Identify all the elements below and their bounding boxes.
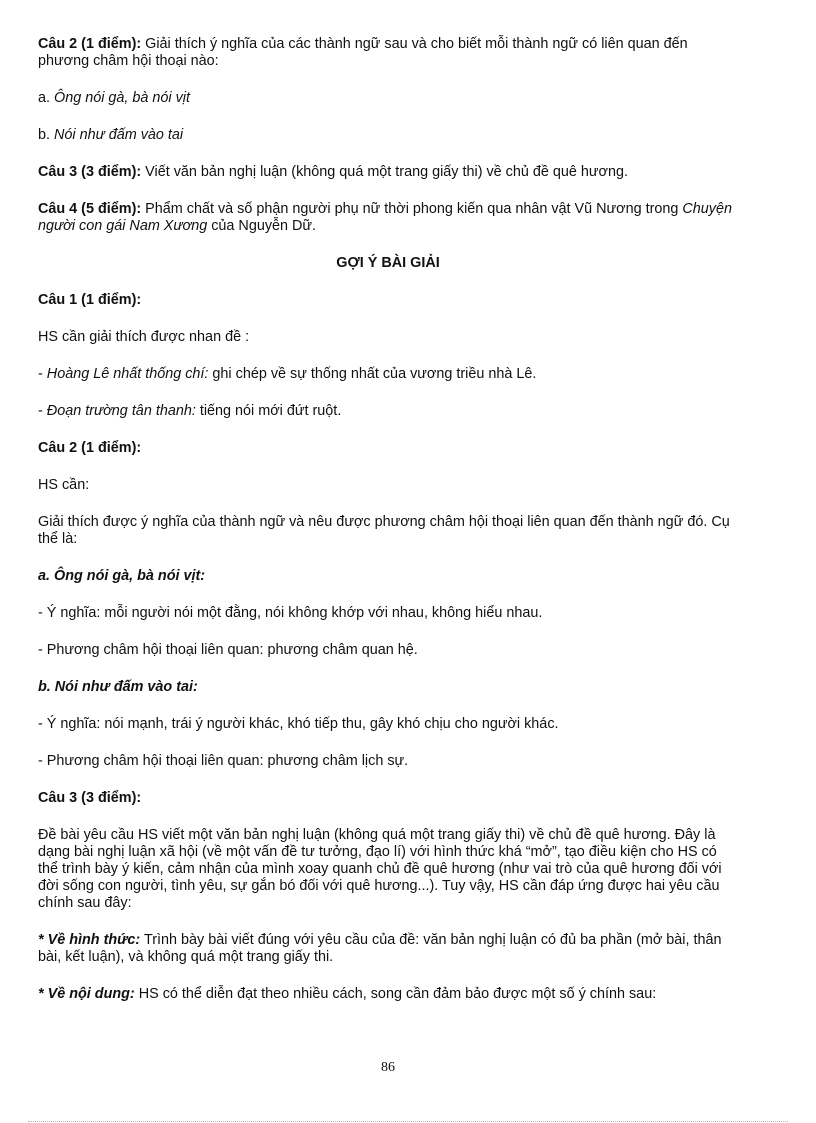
answer-1-item-1-prefix: - xyxy=(38,366,47,382)
answer-2-b-heading: b. Nói như đấm vào tai: xyxy=(38,679,198,695)
question-2-label: Câu 2 (1 điểm): xyxy=(38,36,142,52)
answer-2-label: Câu 2 (1 điểm): xyxy=(38,440,142,456)
answer-1-item-1-text: ghi chép về sự thống nhất của vương triều nhà Lê. xyxy=(208,366,537,382)
document-page xyxy=(38,36,738,1023)
answer-2-a-heading: a. Ông nói gà, bà nói vịt: xyxy=(38,568,206,584)
question-3-text: Viết văn bản nghị luận (không quá một trang giấy thi) về chủ đề quê hương. xyxy=(141,164,628,180)
question-4-work-title: Chuyện người con gái Nam Xương xyxy=(38,201,733,234)
answer-3-content-label: * Về nội dung: xyxy=(38,986,135,1002)
answer-3-intro: Đề bài yêu cầu HS viết một văn bản nghị luận (không quá một trang giấy thi) về chủ đề quê hương. Đây là dạng bài nghị luận xã hội (về một vấn đề tư tưởng, đạo lí) với hình thức khá “mở”, tạo điều kiện cho HS có thể trình bày ý kiến, cảm nhận của mình xoay quanh chủ đề quê hương (như vai trò của quê hương đối với đời sống con người, tình yêu, sự gắn bó đối với quê hương...). Tuy vậy, HS cần đáp ứng được hai yêu cầu chính sau đây: xyxy=(38,827,722,911)
answer-2-b-meaning: - Ý nghĩa: nói mạnh, trái ý người khác, khó tiếp thu, gây khó chịu cho người khác. xyxy=(38,716,559,732)
idiom-b xyxy=(38,127,738,144)
answer-1-item-2-text: tiếng nói mới đứt ruột. xyxy=(195,403,342,419)
idiom-b-text: Nói như đấm vào tai xyxy=(54,127,184,143)
answer-2-intro: HS cần: xyxy=(38,477,90,493)
question-3-label: Câu 3 (3 điểm): xyxy=(38,164,142,180)
answer-3-content-text: HS có thể diễn đạt theo nhiều cách, song cần đảm bảo được một số ý chính sau: xyxy=(134,986,657,1002)
answer-3-content xyxy=(38,986,738,1003)
question-3 xyxy=(38,164,738,181)
answer-1-item-1 xyxy=(38,366,738,383)
answer-1-item-2-prefix: - xyxy=(38,403,47,419)
question-4 xyxy=(38,201,738,235)
answer-3-form-label: * Về hình thức: xyxy=(38,932,141,948)
answer-2-desc: Giải thích được ý nghĩa của thành ngữ và nêu được phương châm hội thoại liên quan đến thành ngữ đó. Cụ thể là: xyxy=(38,514,730,547)
answer-1-label: Câu 1 (1 điểm): xyxy=(38,292,142,308)
question-4-label: Câu 4 (5 điểm): xyxy=(38,201,142,217)
question-2 xyxy=(38,36,738,70)
idiom-a-prefix: a. xyxy=(38,90,54,106)
answer-3-form xyxy=(38,932,738,966)
page-bottom-divider xyxy=(28,1121,788,1122)
answer-1-item-2 xyxy=(38,403,738,420)
page-number: 86 xyxy=(381,1060,395,1075)
answer-2-a-meaning: - Ý nghĩa: mỗi người nói một đằng, nói không khớp với nhau, không hiểu nhau. xyxy=(38,605,543,621)
answers-heading: GỢI Ý BÀI GIẢI xyxy=(336,255,440,271)
question-4-text-after: của Nguyễn Dữ. xyxy=(207,218,317,234)
answer-2-a-maxim: - Phương châm hội thoại liên quan: phương châm quan hệ. xyxy=(38,642,418,658)
answer-1-item-2-title: Đoạn trường tân thanh: xyxy=(46,403,196,419)
question-4-text-before: Phẩm chất và số phận người phụ nữ thời phong kiến qua nhân vật Vũ Nương trong xyxy=(141,201,683,217)
idiom-b-prefix: b. xyxy=(38,127,54,143)
answer-1-intro: HS cần giải thích được nhan đề : xyxy=(38,329,250,345)
idiom-a xyxy=(38,90,738,107)
answer-3-label: Câu 3 (3 điểm): xyxy=(38,790,142,806)
idiom-a-text: Ông nói gà, bà nói vịt xyxy=(54,90,191,106)
answer-2-b-maxim: - Phương châm hội thoại liên quan: phương châm lịch sự. xyxy=(38,753,409,769)
answer-1-item-1-title: Hoàng Lê nhất thống chí: xyxy=(46,366,209,382)
question-2-text: Giải thích ý nghĩa của các thành ngữ sau và cho biết mỗi thành ngữ có liên quan đến phương châm hội thoại nào: xyxy=(38,36,688,69)
answer-3-form-text: Trình bày bài viết đúng với yêu cầu của đề: văn bản nghị luận có đủ ba phần (mở bài, thân bài, kết luận), và không quá một trang giấy thi. xyxy=(38,932,722,965)
